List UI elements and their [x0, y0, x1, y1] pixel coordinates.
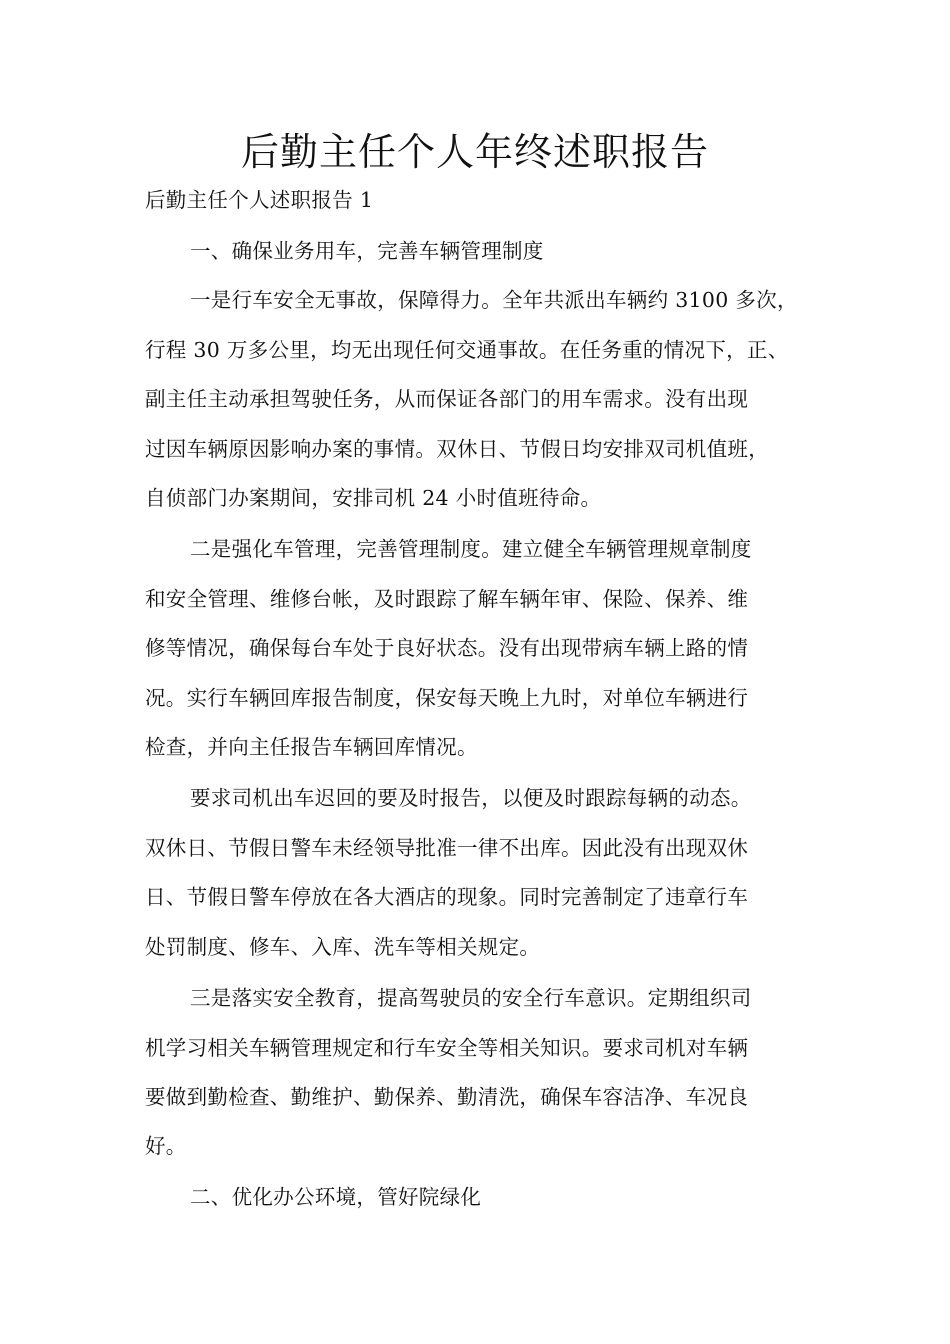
section-heading-2: 二、优化办公环境，管好院绿化 — [190, 1185, 482, 1209]
paragraph-line: 二是强化车管理，完善管理制度。建立健全车辆管理规章制度 — [190, 537, 752, 561]
paragraph-line: 和安全管理、维修台帐，及时跟踪了解车辆年审、保险、保养、维 — [145, 587, 749, 611]
paragraph-line: 过因车辆原因影响办案的事情。双休日、节假日均安排双司机值班， — [145, 437, 769, 461]
paragraph-line: 双休日、节假日警车未经领导批准一律不出库。因此没有出现双休 — [145, 836, 749, 860]
paragraph-line: 机学习相关车辆管理规定和行车安全等相关知识。要求司机对车辆 — [145, 1036, 749, 1060]
paragraph-line: 要做到勤检查、勤维护、勤保养、勤清洗，确保车容洁净、车况良 — [145, 1085, 749, 1109]
paragraph-line: 况。实行车辆回库报告制度，保安每天晚上九时，对单位车辆进行 — [145, 686, 749, 710]
paragraph-line: 要求司机出车迟回的要及时报告，以便及时跟踪每辆的动态。 — [190, 786, 752, 810]
paragraph-line: 处罚制度、修车、入库、洗车等相关规定。 — [145, 935, 541, 959]
paragraph-line: 副主任主动承担驾驶任务，从而保证各部门的用车需求。没有出现 — [145, 387, 749, 411]
section-heading-1: 一、确保业务用车，完善车辆管理制度 — [190, 239, 544, 263]
paragraph-line: 检查，并向主任报告车辆回库情况。 — [145, 735, 478, 759]
paragraph-line: 修等情况，确保每台车处于良好状态。没有出现带病车辆上路的情 — [145, 636, 749, 660]
paragraph-line: 日、节假日警车停放在各大酒店的现象。同时完善制定了违章行车 — [145, 885, 749, 909]
paragraph-line: 自侦部门办案期间，安排司机 24 小时值班待命。 — [145, 486, 602, 510]
paragraph-line: 一是行车安全无事故，保障得力。全年共派出车辆约 3100 多次， — [190, 288, 798, 312]
document-title: 后勤主任个人年终述职报告 — [240, 130, 709, 174]
paragraph-line: 好。 — [145, 1134, 187, 1158]
document-subtitle: 后勤主任个人述职报告 1 — [145, 188, 374, 212]
paragraph-line: 三是落实安全教育，提高驾驶员的安全行车意识。定期组织司 — [190, 986, 752, 1010]
paragraph-line: 行程 30 万多公里，均无出现任何交通事故。在任务重的情况下，正、 — [145, 338, 789, 362]
